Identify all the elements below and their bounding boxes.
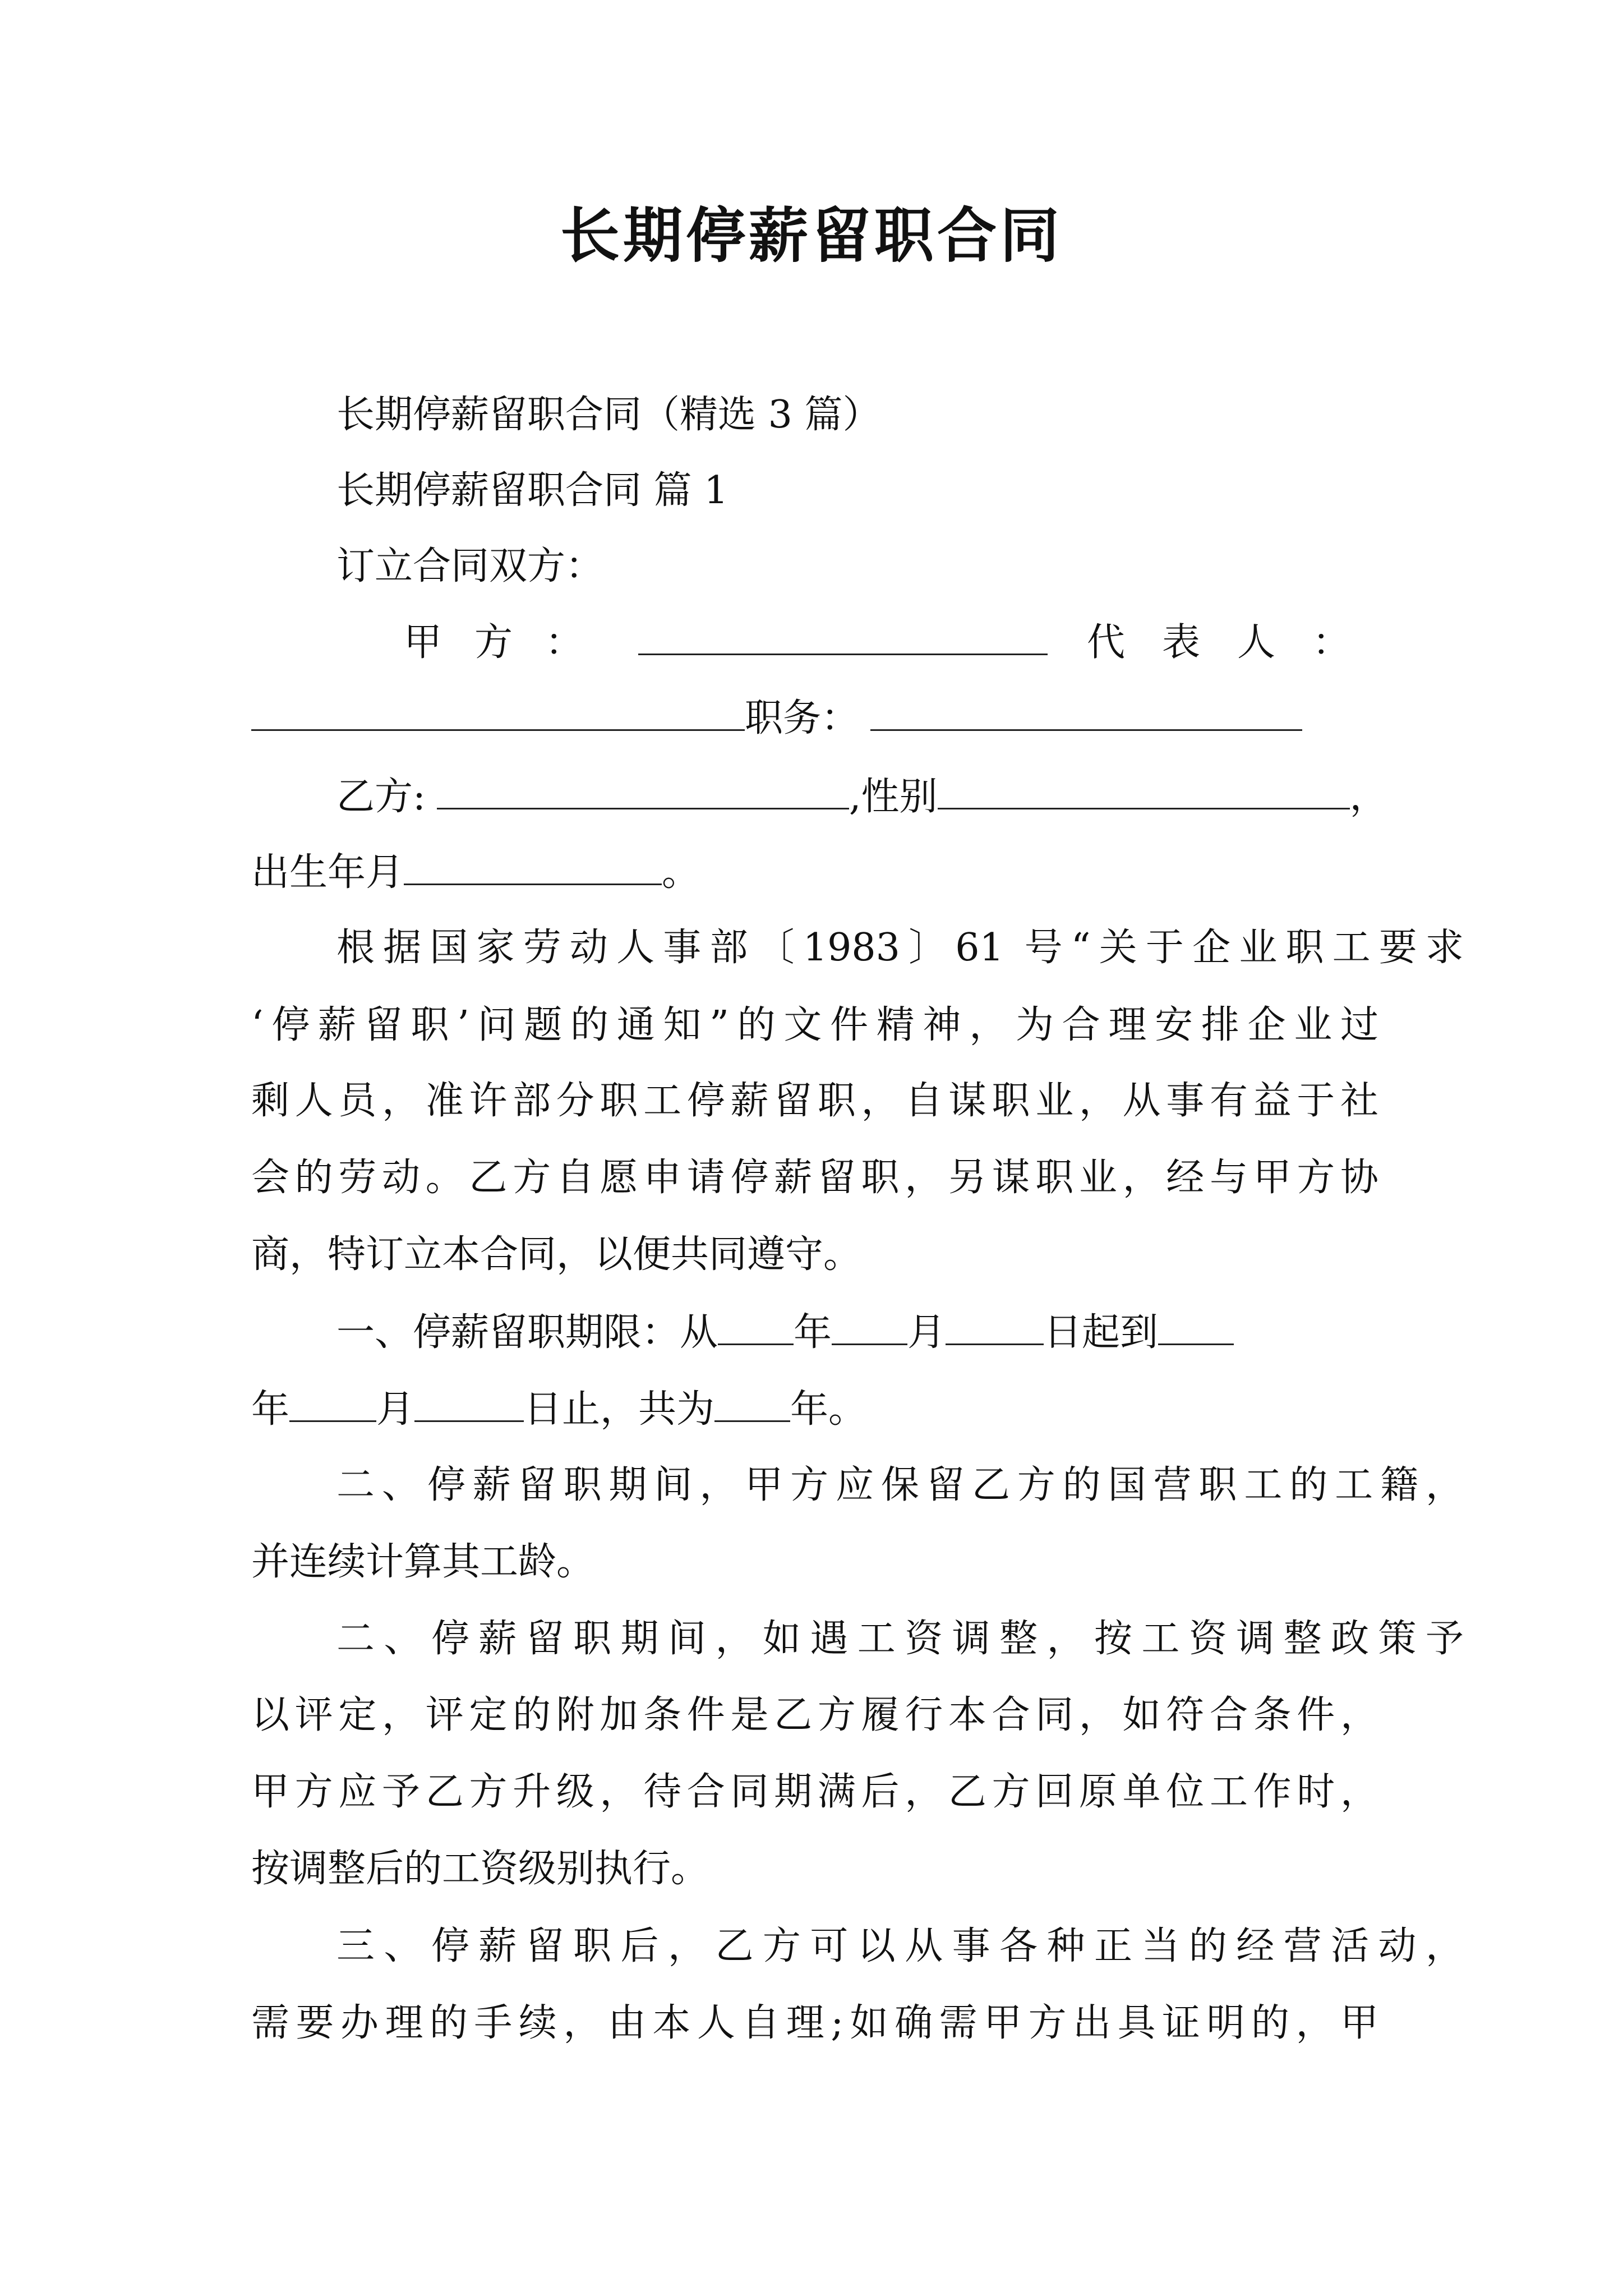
term-year-label-2: 年 [251, 1387, 290, 1432]
gender-blank [938, 769, 1350, 809]
section-heading: 长期停薪留职合同 篇 1 [336, 468, 728, 513]
clause-two-a-line: 二、停薪留职期间，甲方应保留乙方的国营职工的工籍， [336, 1463, 1464, 1507]
line-end-period: 。 [662, 850, 700, 895]
clause-two-b-line: 甲方应予乙方升级，待合同期满后，乙方回原单位工作时， [251, 1770, 1378, 1814]
party-b-line [251, 769, 1464, 825]
party-b-blank [437, 769, 849, 809]
blank-total-years [714, 1381, 790, 1422]
blank-start-month [832, 1304, 907, 1345]
birth-line [251, 844, 1378, 901]
parties-intro: 订立合同双方： [336, 544, 604, 588]
term-clause-from: 一、停薪留职期限：从 [336, 1310, 718, 1355]
blank-start-year [718, 1304, 794, 1345]
paragraph-line: 剩人员，准许部分职工停薪留职，自谋职业，从事有益于社 [251, 1079, 1378, 1123]
clause-two-a-line: 并连续计算其工龄。 [251, 1540, 595, 1584]
term-day-from-label: 日起到 [1044, 1310, 1159, 1355]
party-a-line [251, 614, 1531, 671]
term-month-label-2: 月 [376, 1387, 415, 1432]
line-end-comma: ， [1349, 775, 1388, 819]
clause-two-b-line: 以评定，评定的附加条件是乙方履行本合同，如符合条件， [251, 1693, 1378, 1737]
blank-start-day [946, 1304, 1044, 1345]
blank-end-day [414, 1381, 524, 1422]
paragraph-line: 商，特订立本合同，以便共同遵守。 [251, 1232, 862, 1277]
term-years-end: 年。 [790, 1387, 867, 1432]
birth-blank [404, 844, 662, 885]
term-clause-line-1 [251, 1304, 1464, 1361]
gender-label: ,性别 [849, 775, 938, 819]
position-blank [870, 690, 1302, 731]
representative-label: 代表人： [1087, 620, 1388, 665]
paragraph-line: 会的劳动。乙方自愿申请停薪留职，另谋职业，经与甲方协 [251, 1156, 1378, 1200]
term-year-label: 年 [794, 1310, 832, 1355]
party-a-blank [638, 614, 1048, 655]
term-clause-line-2 [251, 1381, 1378, 1438]
clause-two-b-line: 按调整后的工资级别执行。 [251, 1847, 709, 1891]
party-b-label: 乙方: [336, 775, 426, 819]
blank-end-year-start [1158, 1304, 1234, 1345]
paragraph-line: ‘停薪留职’问题的通知”的文件精神，为合理安排企业过 [251, 1003, 1378, 1047]
blank-end-month [289, 1381, 376, 1422]
position-label: 职务： [745, 696, 860, 740]
clause-three-line: 需要办理的手续，由本人自理;如确需甲方出具证明的，甲 [251, 2001, 1378, 2045]
paragraph-line: 根据国家劳动人事部〔1983〕61 号“关于企业职工要求 [336, 926, 1464, 970]
term-month-label: 月 [907, 1310, 946, 1355]
representative-blank [251, 690, 745, 731]
clause-three-line: 三、停薪留职后，乙方可以从事各种正当的经营活动， [336, 1924, 1464, 1968]
clause-two-b-line: 二、停薪留职期间，如遇工资调整，按工资调整政策予 [336, 1617, 1464, 1661]
subtitle: 长期停薪留职合同（精选 3 篇） [336, 393, 881, 437]
document-title: 长期停薪留职合同 [560, 200, 1063, 270]
position-line [251, 690, 1378, 747]
term-day-to-label: 日止，共为 [524, 1387, 715, 1432]
party-a-label: 甲方： [404, 620, 616, 665]
birth-label: 出生年月 [251, 850, 404, 895]
